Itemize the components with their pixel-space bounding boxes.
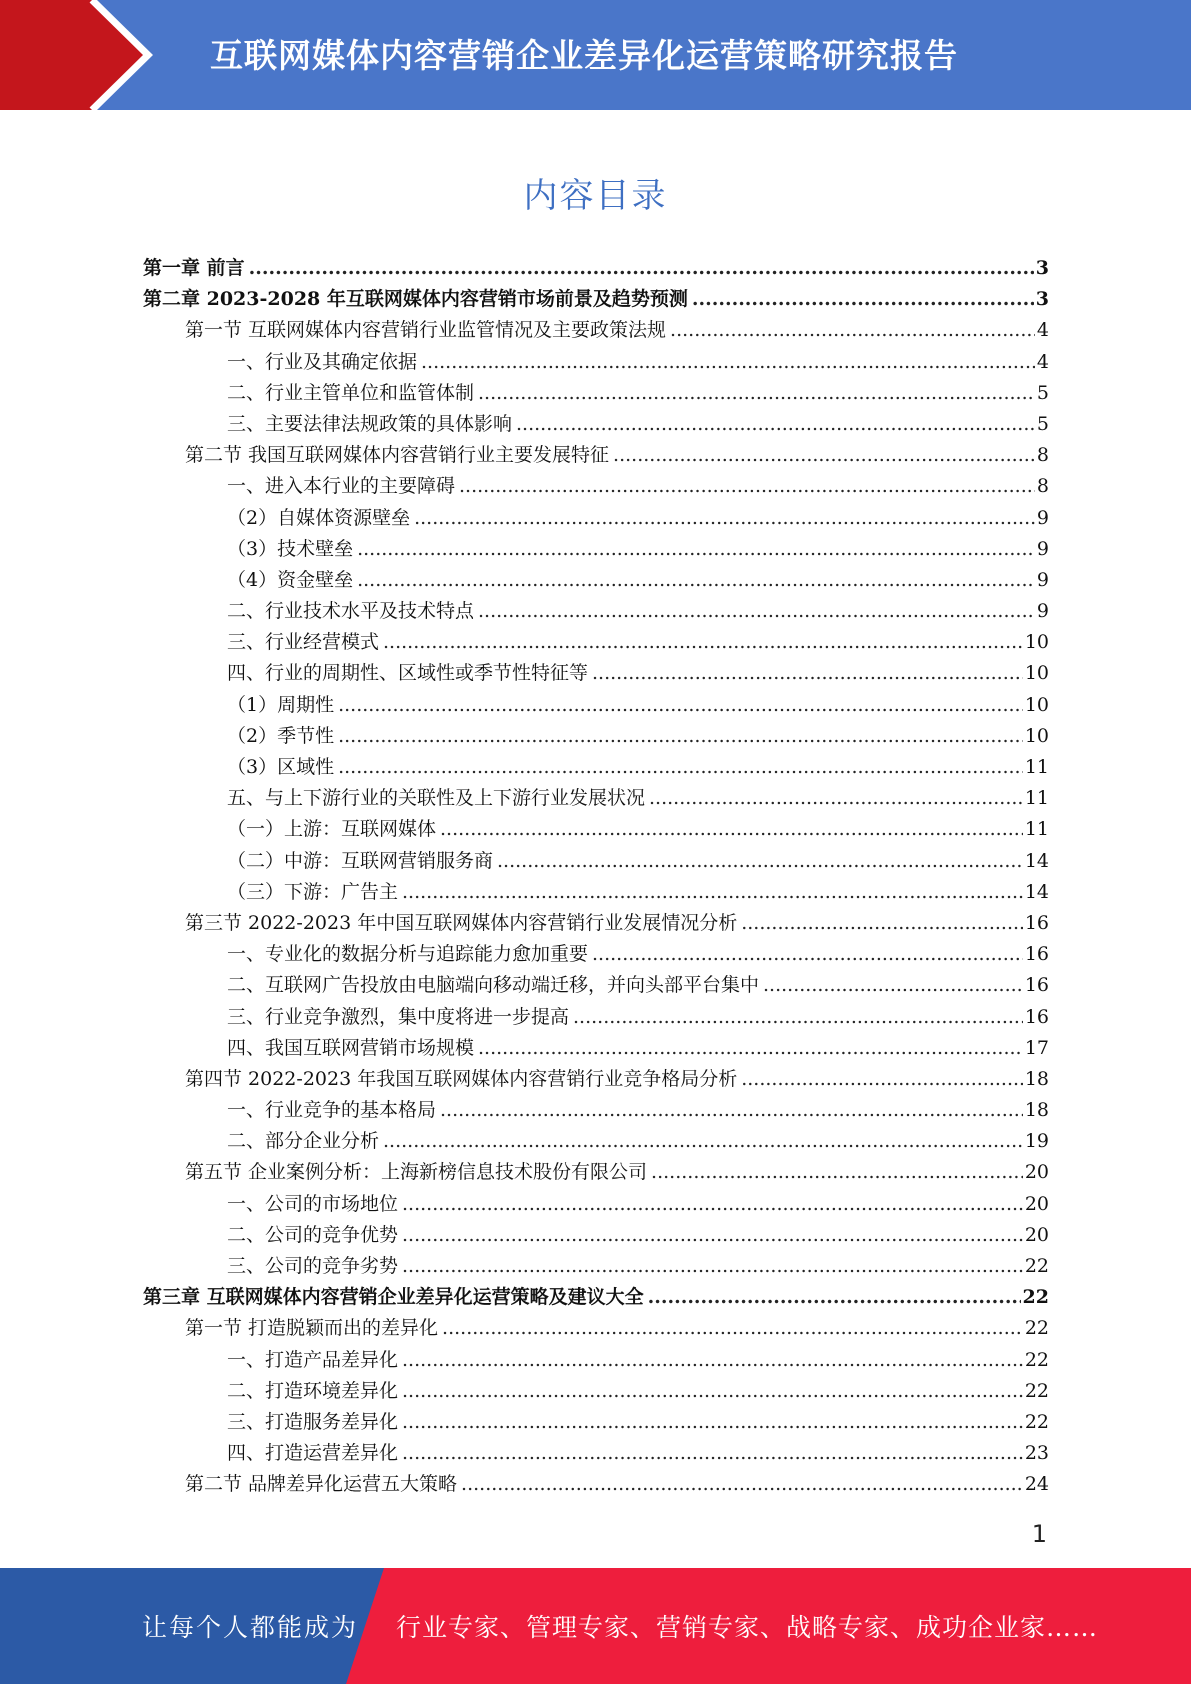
footer-slogan-left: 让每个人都能成为 [142, 1613, 359, 1642]
toc-entry[interactable] [143, 721, 1049, 752]
toc-leader-dots [249, 253, 1034, 284]
toc-entry-page: 9 [1036, 537, 1049, 560]
toc-leader-dots [440, 814, 1023, 845]
toc-entry-page: 22 [1024, 1317, 1049, 1340]
toc-leader-dots [648, 1282, 1021, 1313]
toc-leader-dots [414, 503, 1035, 534]
toc-entry-label: 二、互联网广告投放由电脑端向移动端迁移，并向头部平台集中 [227, 974, 760, 997]
toc-leader-dots [383, 1126, 1023, 1157]
toc-entry[interactable] [143, 1438, 1049, 1469]
toc-entry-page: 24 [1024, 1473, 1049, 1496]
toc-entry[interactable] [143, 658, 1049, 689]
toc-entry-page: 19 [1024, 1130, 1049, 1153]
toc-leader-dots [741, 1064, 1023, 1095]
toc-entry-page: 8 [1036, 475, 1049, 498]
toc-entry[interactable] [143, 596, 1049, 627]
toc-entry-page: 22 [1024, 1348, 1049, 1371]
toc-entry-page: 11 [1024, 787, 1049, 810]
toc-leader-dots [338, 721, 1023, 752]
toc-leader-dots [459, 471, 1035, 502]
toc-entry-label: 第二章 2023-2028 年互联网媒体内容营销市场前景及趋势预测 [143, 288, 688, 311]
toc-entry-page: 11 [1024, 756, 1049, 778]
toc-entry-label: （2）自媒体资源壁垒 [227, 506, 411, 529]
toc-entry-page: 16 [1024, 911, 1049, 934]
toc-entry-label: （4）资金壁垒 [227, 568, 354, 591]
toc-leader-dots [383, 627, 1023, 658]
header-title: 互联网媒体内容营销企业差异化运营策略研究报告 [210, 36, 958, 75]
toc-leader-dots [573, 1002, 1023, 1033]
toc-entry-page: 9 [1036, 506, 1049, 529]
toc-entry-label: （1）周期性 [227, 693, 335, 716]
toc-entry-page: 17 [1024, 1036, 1049, 1059]
footer-slogan-right: 行业专家、管理专家、营销专家、战略专家、成功企业家…… [396, 1613, 1099, 1642]
toc-entry[interactable] [143, 315, 1049, 346]
page-header [0, 0, 1191, 110]
page-number: 1 [1031, 1520, 1047, 1548]
toc-leader-dots [741, 908, 1023, 939]
toc-entry-label: 四、打造运营差异化 [227, 1442, 399, 1465]
toc-entry[interactable] [143, 690, 1049, 721]
toc-entry[interactable] [143, 1126, 1049, 1157]
toc-leader-dots [357, 565, 1035, 596]
toc-entry[interactable] [143, 877, 1049, 908]
toc-entry-page: 18 [1024, 1099, 1049, 1122]
toc-entry-label: 二、行业技术水平及技术特点 [227, 600, 475, 623]
toc-leader-dots [402, 1438, 1023, 1469]
toc-entry-label: 三、主要法律法规政策的具体影响 [227, 412, 513, 435]
toc-leader-dots [670, 315, 1035, 346]
toc-leader-dots [592, 939, 1023, 970]
toc-entry-label: 第四节 2022-2023 年我国互联网媒体内容营销行业竞争格局分析 [185, 1067, 738, 1090]
toc-entry-page: 10 [1024, 631, 1049, 654]
toc-entry-page: 3 [1035, 257, 1049, 279]
toc-entry[interactable] [143, 503, 1049, 534]
toc-entry[interactable] [143, 1251, 1049, 1282]
toc-entry-page: 3 [1035, 288, 1049, 311]
toc-entry[interactable] [143, 1345, 1049, 1376]
toc-entry-label: 第五节 企业案例分析：上海新榜信息技术股份有限公司 [185, 1161, 648, 1184]
toc-entry[interactable] [143, 783, 1049, 814]
toc-leader-dots [651, 1157, 1023, 1188]
toc-entry[interactable] [143, 1220, 1049, 1251]
toc-entry-page: 22 [1024, 1255, 1049, 1277]
toc-entry-page: 14 [1024, 880, 1049, 903]
toc-entry[interactable] [143, 1376, 1049, 1407]
toc-entry-page: 22 [1024, 1410, 1049, 1433]
toc-entry[interactable] [143, 534, 1049, 565]
toc-entry-label: （二）中游：互联网营销服务商 [227, 849, 494, 872]
toc-entry-label: 三、公司的竞争劣势 [227, 1255, 399, 1277]
toc-leader-dots [692, 284, 1034, 315]
toc-entry[interactable] [143, 1064, 1049, 1095]
toc-entry-label: 二、打造环境差异化 [227, 1379, 399, 1402]
toc-entry-label: 一、行业及其确定依据 [227, 350, 418, 373]
toc-entry-page: 18 [1024, 1067, 1049, 1090]
toc-entry[interactable] [143, 939, 1049, 970]
toc-leader-dots [402, 1251, 1023, 1282]
toc-entry-label: 第一章 前言 [143, 257, 245, 279]
toc-entry-label: （一）上游：互联网媒体 [227, 818, 437, 841]
toc-entry-label: （三）下游：广告主 [227, 880, 399, 903]
toc-entry-label: 一、进入本行业的主要障碍 [227, 475, 456, 498]
toc-leader-dots [478, 378, 1035, 409]
table-of-contents [143, 253, 1049, 1501]
toc-entry[interactable] [143, 253, 1049, 284]
toc-entry-page: 4 [1036, 319, 1049, 342]
toc-leader-dots [402, 877, 1023, 908]
toc-entry-label: 二、行业主管单位和监管体制 [227, 381, 475, 404]
toc-entry[interactable] [143, 908, 1049, 939]
toc-entry-page: 9 [1036, 600, 1049, 623]
toc-entry[interactable] [143, 1469, 1049, 1500]
toc-entry-label: 二、公司的竞争优势 [227, 1223, 399, 1246]
toc-leader-dots [440, 1095, 1023, 1126]
toc-entry-label: 五、与上下游行业的关联性及上下游行业发展状况 [227, 787, 646, 810]
toc-entry-page: 22 [1024, 1379, 1049, 1402]
toc-entry[interactable] [143, 565, 1049, 596]
toc-entry-page: 20 [1024, 1223, 1049, 1246]
toc-entry-page: 9 [1036, 568, 1049, 591]
toc-entry[interactable] [143, 1002, 1049, 1033]
toc-entry[interactable] [143, 846, 1049, 877]
toc-entry-label: 二、部分企业分析 [227, 1130, 380, 1153]
toc-entry[interactable] [143, 284, 1049, 315]
toc-entry-page: 20 [1024, 1161, 1049, 1184]
toc-entry-label: （2）季节性 [227, 724, 335, 747]
toc-leader-dots [357, 534, 1035, 565]
toc-leader-dots [478, 1033, 1023, 1064]
toc-entry[interactable] [143, 627, 1049, 658]
toc-entry-page: 8 [1036, 444, 1049, 467]
toc-entry[interactable] [143, 1095, 1049, 1126]
toc-entry[interactable] [143, 1282, 1049, 1313]
toc-entry-label: 第二节 我国互联网媒体内容营销行业主要发展特征 [185, 444, 610, 467]
toc-entry-label: 三、行业竞争激烈，集中度将进一步提高 [227, 1005, 570, 1028]
toc-entry-page: 4 [1036, 350, 1049, 373]
toc-entry-page: 10 [1024, 693, 1049, 716]
toc-entry-page: 5 [1036, 412, 1049, 435]
toc-entry-page: 16 [1024, 1005, 1049, 1028]
toc-entry-label: 第三章 互联网媒体内容营销企业差异化运营策略及建议大全 [143, 1286, 644, 1309]
toc-leader-dots [442, 1313, 1023, 1344]
toc-heading: 内容目录 [523, 176, 668, 216]
page-footer [0, 1568, 1191, 1684]
toc-leader-dots [461, 1469, 1023, 1500]
toc-entry-page: 5 [1036, 381, 1049, 404]
toc-leader-dots [592, 658, 1023, 689]
toc-entry[interactable] [143, 440, 1049, 471]
toc-leader-dots [402, 1189, 1023, 1220]
toc-entry-label: 四、我国互联网营销市场规模 [227, 1036, 475, 1059]
chevron-arrow-icon [0, 0, 160, 110]
toc-entry[interactable] [143, 409, 1049, 440]
toc-entry-label: 一、行业竞争的基本格局 [227, 1099, 437, 1122]
toc-leader-dots [421, 347, 1035, 378]
toc-entry-label: 第二节 品牌差异化运营五大策略 [185, 1473, 458, 1496]
toc-entry-label: 三、行业经营模式 [227, 631, 380, 654]
toc-leader-dots [402, 1220, 1023, 1251]
toc-entry-page: 16 [1024, 974, 1049, 997]
toc-entry-page: 23 [1024, 1442, 1049, 1465]
toc-entry-page: 14 [1024, 849, 1049, 872]
toc-leader-dots [516, 409, 1035, 440]
toc-entry[interactable] [143, 1407, 1049, 1438]
toc-entry-label: 三、打造服务差异化 [227, 1410, 399, 1433]
toc-leader-dots [402, 1345, 1023, 1376]
toc-entry[interactable] [143, 1189, 1049, 1220]
toc-entry-page: 10 [1024, 662, 1049, 685]
toc-entry[interactable] [143, 347, 1049, 378]
toc-leader-dots [402, 1407, 1023, 1438]
toc-entry-page: 16 [1024, 943, 1049, 966]
toc-entry[interactable] [143, 1313, 1049, 1344]
toc-entry[interactable] [143, 1157, 1049, 1188]
toc-entry-page: 20 [1024, 1192, 1049, 1215]
toc-leader-dots [613, 440, 1035, 471]
toc-entry-label: （3）区域性 [227, 756, 335, 778]
toc-entry-page: 10 [1024, 724, 1049, 747]
toc-entry-label: 一、公司的市场地位 [227, 1192, 399, 1215]
toc-entry[interactable] [143, 471, 1049, 502]
toc-entry-label: 第三节 2022-2023 年中国互联网媒体内容营销行业发展情况分析 [185, 911, 738, 934]
toc-entry[interactable] [143, 1033, 1049, 1064]
toc-entry-label: 第一节 互联网媒体内容营销行业监管情况及主要政策法规 [185, 319, 667, 342]
toc-leader-dots [338, 752, 1023, 783]
toc-entry-label: 一、打造产品差异化 [227, 1348, 399, 1371]
toc-entry[interactable] [143, 752, 1049, 783]
toc-entry-label: 一、专业化的数据分析与追踪能力愈加重要 [227, 943, 589, 966]
toc-leader-dots [402, 1376, 1023, 1407]
toc-leader-dots [338, 690, 1023, 721]
toc-entry-page: 22 [1022, 1286, 1049, 1309]
toc-entry[interactable] [143, 814, 1049, 845]
toc-entry[interactable] [143, 378, 1049, 409]
toc-entry-page: 11 [1024, 818, 1049, 841]
toc-entry-label: 第一节 打造脱颖而出的差异化 [185, 1317, 439, 1340]
toc-entry-label: （3）技术壁垒 [227, 537, 354, 560]
toc-leader-dots [478, 596, 1035, 627]
toc-leader-dots [497, 846, 1023, 877]
toc-entry[interactable] [143, 970, 1049, 1001]
toc-leader-dots [649, 783, 1023, 814]
toc-entry-label: 四、行业的周期性、区域性或季节性特征等 [227, 662, 589, 685]
toc-leader-dots [763, 970, 1023, 1001]
